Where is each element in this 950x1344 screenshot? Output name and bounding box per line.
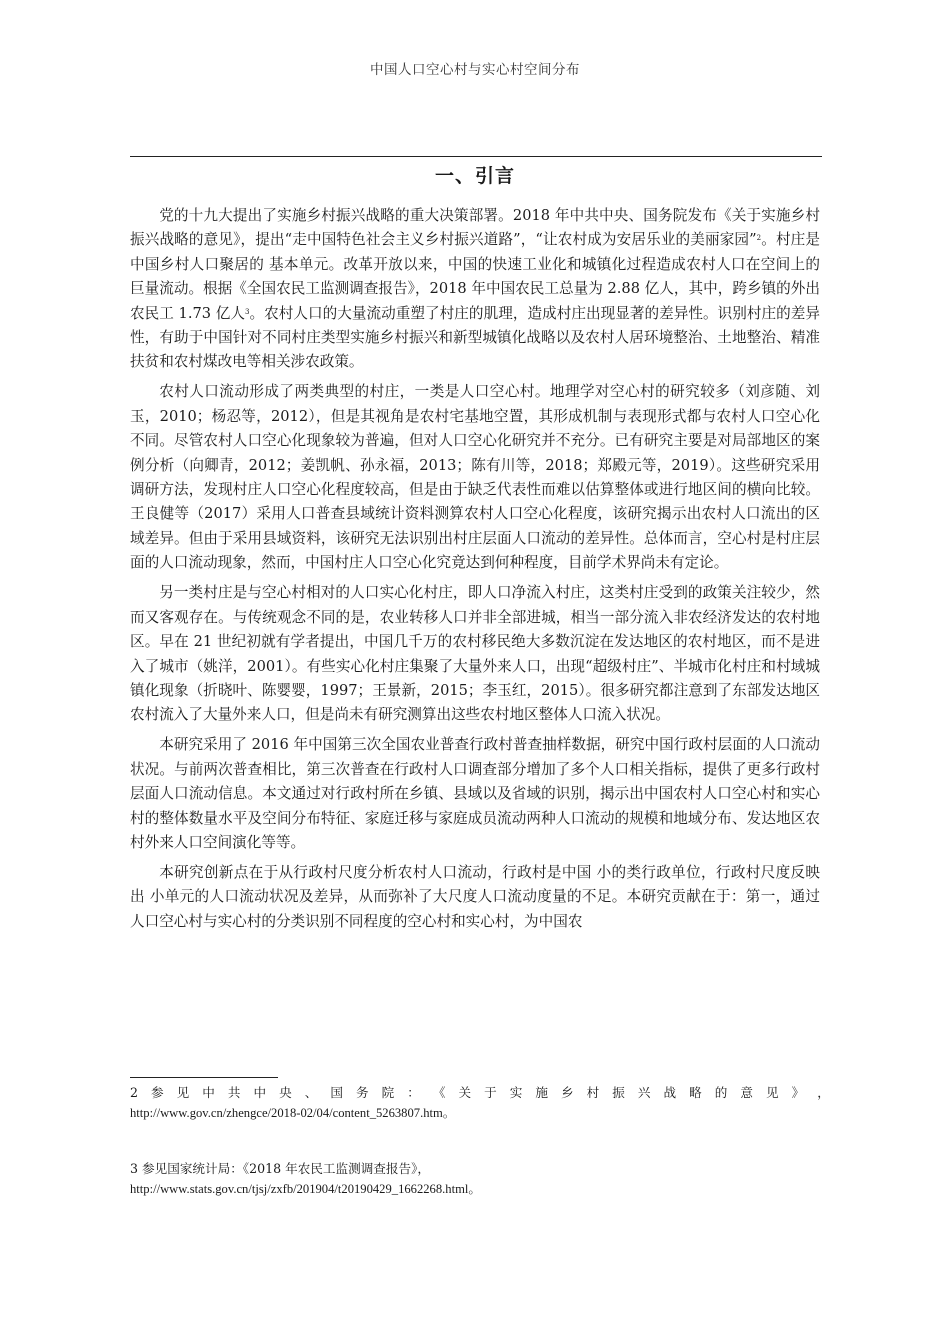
- paragraph-1-text-b: 。村庄是中国乡村人口聚居的 基本单元。改革开放以来，中国的快速工业化和城镇化过程造成农村人口在空间上的巨量流动。根据《全国农民工监测调查报告》，2018 年中国农民工总量为 2.88 亿人，其中，跨乡镇的外出农民工 1.73 亿人: [130, 231, 820, 322]
- section-title: 一、引言: [434, 165, 515, 187]
- footnote-3-line: [130, 1158, 830, 1179]
- paragraph-1: [130, 204, 820, 375]
- paragraph-1-text-c: 。农村人口的大量流动重塑了村庄的肌理，造成村庄出现显著的差异性。识别村庄的差异性，有助于中国针对不同村庄类型实施乡村振兴和新型城镇化战略以及农村人居环境整治、土地整治、精准扶贫和农村煤改电等相关涉农政策。: [130, 304, 820, 371]
- paragraph-1-text-a: 党的十九大提出了实施乡村振兴战略的重大决策部署。2018 年中共中央、国务院发布《关于实施乡村振兴战略的意见》，提出“走中国特色社会主义乡村振兴道路”，“让农村成为安居乐业的美丽家园”: [130, 207, 820, 249]
- footnote-2-number: 2: [130, 1085, 139, 1100]
- footnote-3-link[interactable]: http://www.stats.gov.cn/tjsj/zxfb/201904/t20190429_1662268.html。: [130, 1182, 481, 1196]
- running-header: 中国人口空心村与实心村空间分布: [370, 62, 580, 78]
- paragraph-5: 本研究创新点在于从行政村尺度分析农村人口流动，行政村是中国 小的类行政单位，行政村尺度反映出 小单元的人口流动状况及差异，从而弥补了大尺度人口流动度量的不足。本研究贡献在于：第一，通过人口空心村与实心村的分类识别不同程度的空心村和实心村，为中国农: [130, 863, 820, 930]
- footnote-rule: [130, 1077, 278, 1078]
- body-text: [130, 204, 820, 940]
- footnote-2-line: 2 参 见 中 共 中 央 、 国 务 院 ： 《 关 于 实 施 乡 村 振 兴 战 略 的 意 见 》 ，: [130, 1082, 830, 1103]
- footnote-3-text: 参见国家统计局：《2018 年农民工监测调查报告》，: [142, 1161, 430, 1176]
- footnote-3-number: 3: [130, 1161, 139, 1176]
- footnote-2: [130, 1082, 830, 1124]
- paragraph-2: 农村人口流动形成了两类典型的村庄，一类是人口空心村。地理学对空心村的研究较多（刘彦随、刘玉，2010；杨忍等，2012），但是其视角是农村宅基地空置，其形成机制与表现形式都与农村人口空心化不同。尽管农村人口空心化现象较为普遍，但对人口空心化研究并不充分。已有研究主要是对局部地区的案例分析（向卿青，2012；姜凯帆、孙永福，2013；陈有川等，2018；郑殿元等，2019）。这些研究采用调研方法，发现村庄人口空心化程度较高，但是由于缺乏代表性而难以估算整体或进行地区间的横向比较。王良健等（2017）采用人口普查县域统计资料测算农村人口空心化程度，该研究揭示出农村人口流出的区域差异。但由于采用县域资料，该研究无法识别出村庄层面人口流动的差异性。总体而言，空心村是村庄层面的人口流动现象，然而，中国村庄人口空心化究竟达到何种程度，目前学术界尚未有定论。: [130, 383, 820, 572]
- footnote-2-link[interactable]: http://www.gov.cn/zhengce/2018-02/04/content_5263807.htm。: [130, 1106, 456, 1120]
- footnote-ref-3[interactable]: 3: [245, 307, 250, 316]
- header-rule: [130, 156, 822, 157]
- paragraph-4: 本研究采用了 2016 年中国第三次全国农业普查行政村普查抽样数据，研究中国行政村层面的人口流动状况。与前两次普查相比，第三次普查在行政村人口调查部分增加了多个人口相关指标，提供了更多行政村层面人口流动信息。本文通过对行政村所在乡镇、县域以及省域的识别，揭示出中国农村人口空心村和实心村的整体数量水平及空间分布特征、家庭迁移与家庭成员流动两种人口流动的规模和地域分布、发达地区农村外来人口空间演化等等。: [130, 736, 820, 851]
- paragraph-3: 另一类村庄是与空心村相对的人口实心化村庄，即人口净流入村庄，这类村庄受到的政策关注较少，然而又客观存在。与传统观念不同的是，农业转移人口并非全部进城，相当一部分流入非农经济发达的农村地区。早在 21 世纪初就有学者提出，中国几千万的农村移民绝大多数沉淀在发达地区的农村地区，而不是进入了城市（姚洋，2001）。有些实心化村庄集聚了大量外来人口，出现“超级村庄”、半城市化村庄和村域城镇化现象（折晓叶、陈婴婴，1997；王景新，2015；李玉红，2015）。很多研究都注意到了东部发达地区农村流入了大量外来人口，但是尚未有研究测算出这些农村地区整体人口流入状况。: [130, 584, 820, 724]
- footnote-ref-2[interactable]: 2: [756, 234, 762, 243]
- footnote-3: [130, 1158, 830, 1200]
